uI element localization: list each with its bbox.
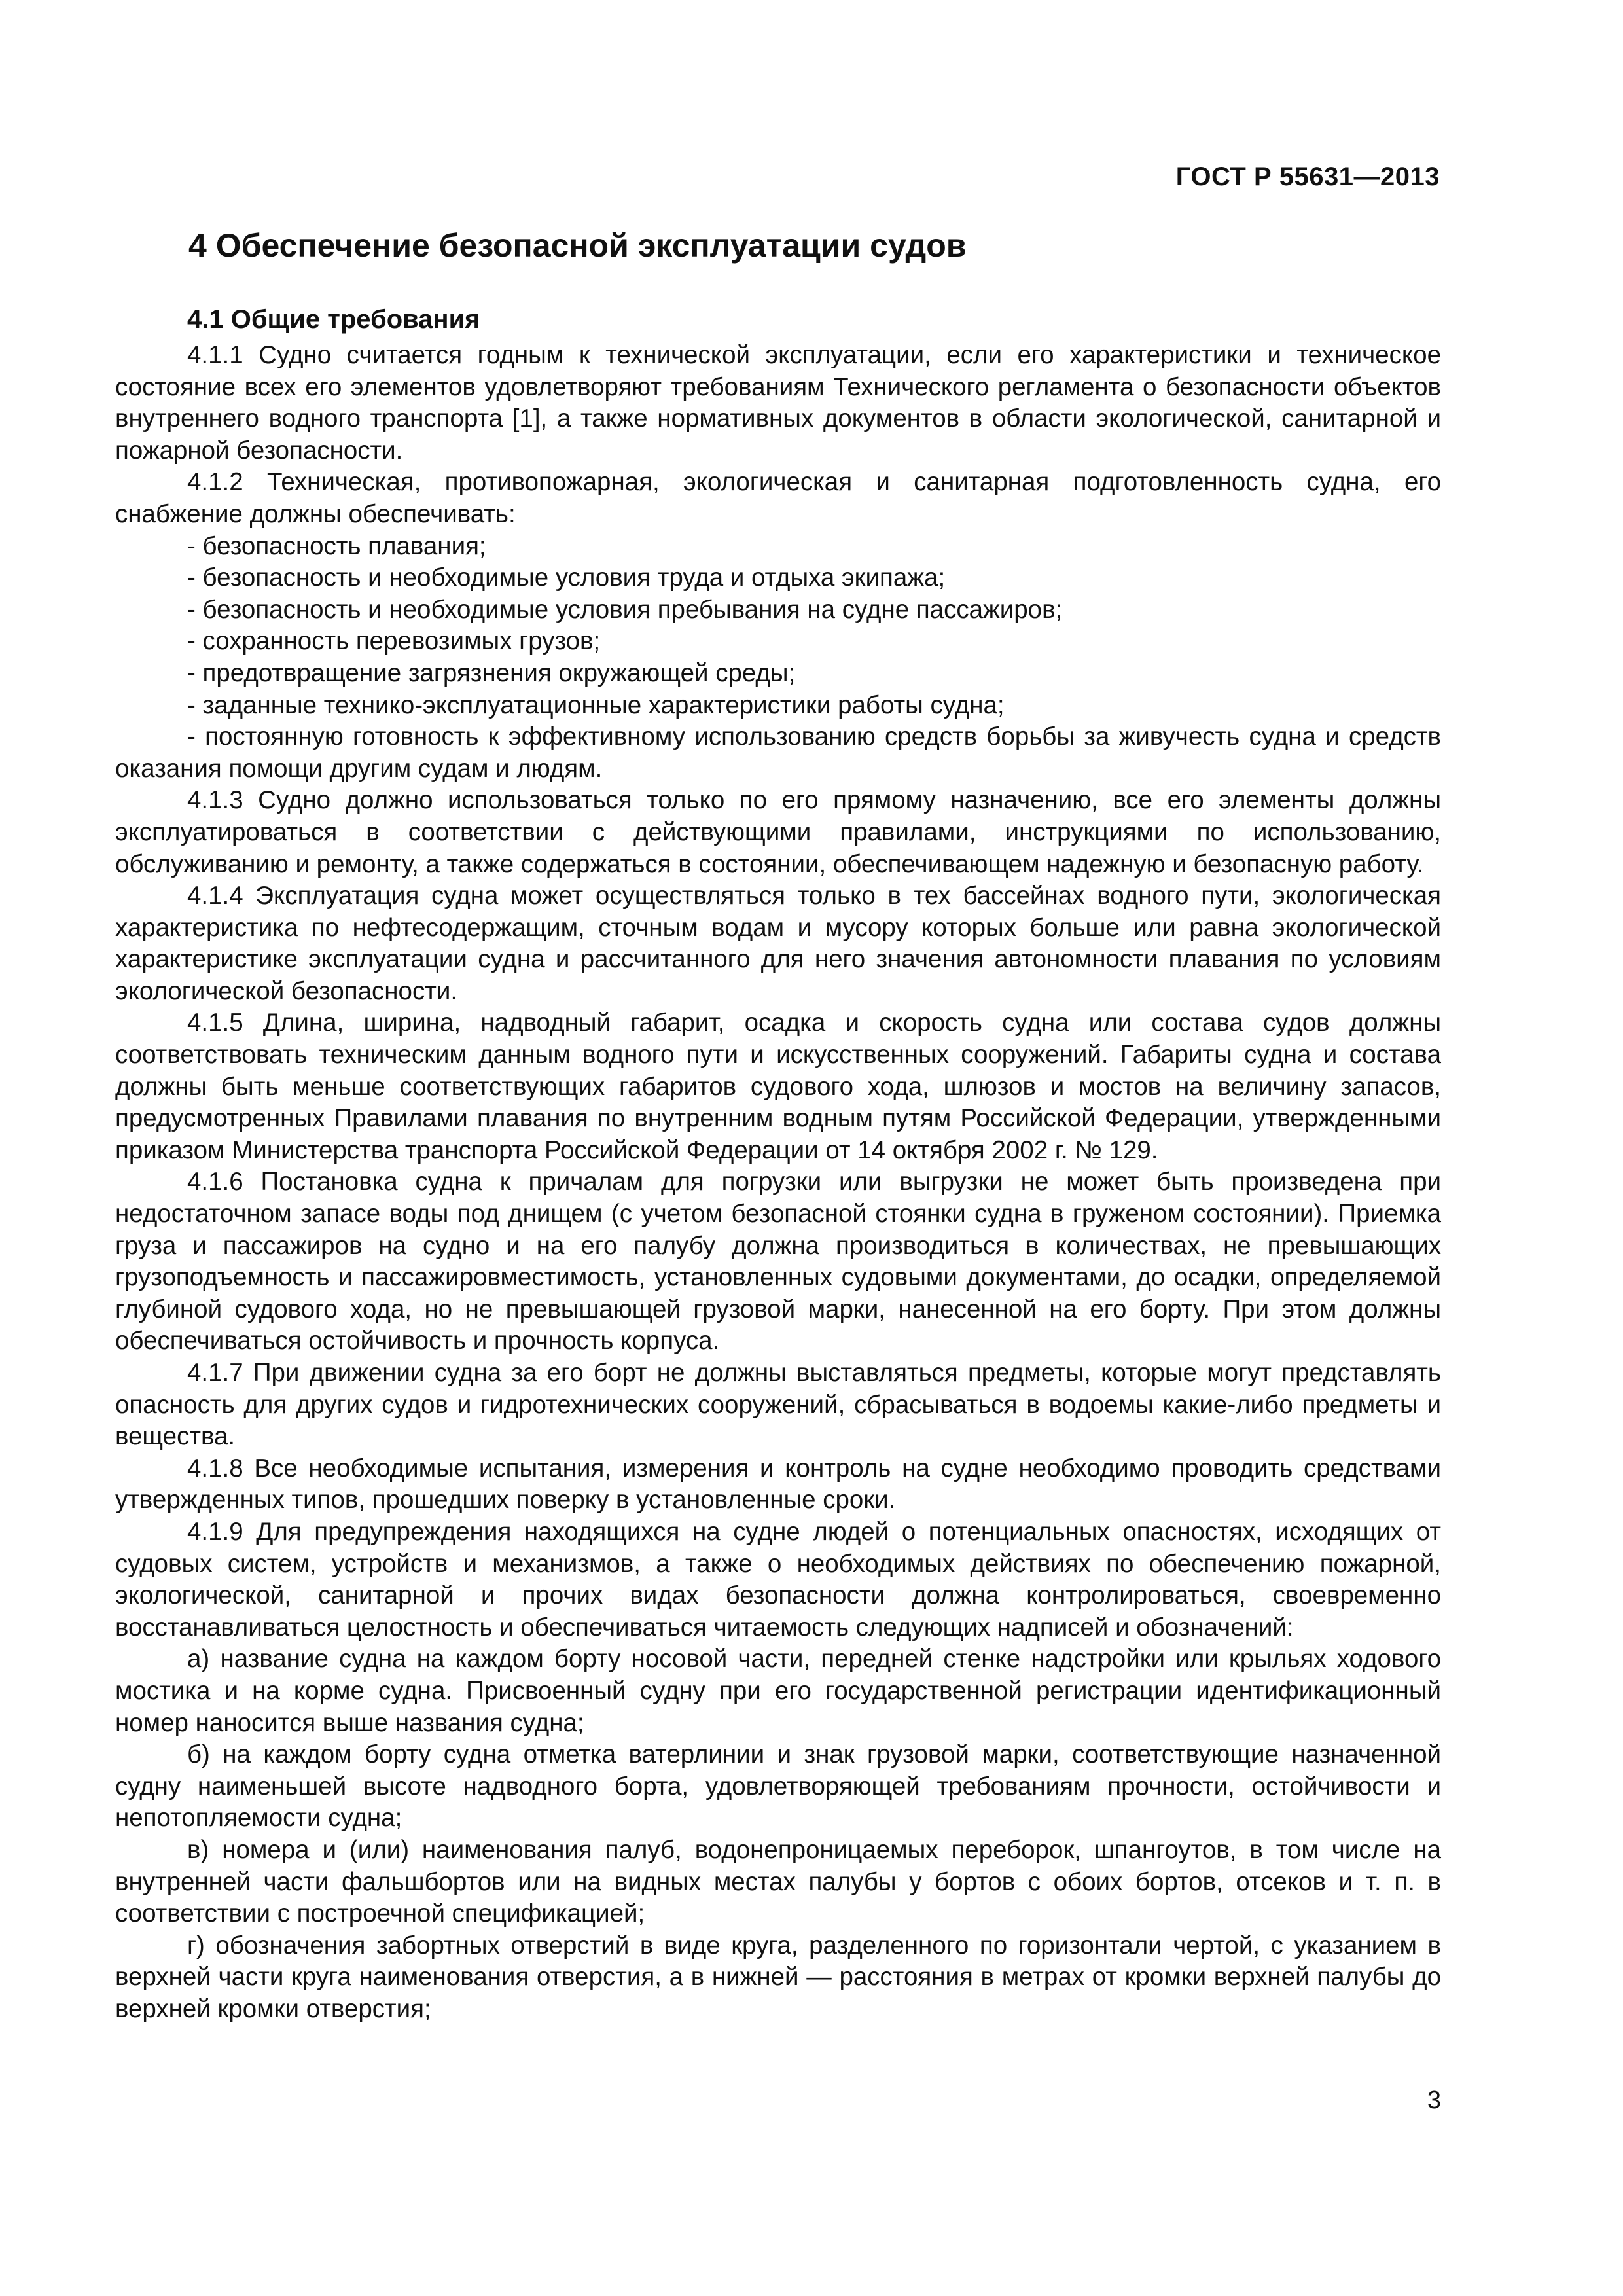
- paragraph-4-1-2: 4.1.2 Техническая, противопожарная, экологическая и санитарная подготовленность судна, его снабжение должны обеспечивать:: [115, 468, 1441, 528]
- list-item: - предотвращение загрязнения окружающей среды;: [187, 658, 796, 687]
- paragraph-4-1-8: 4.1.8 Все необходимые испытания, измерения и контроль на судне необходимо проводить средствами утвержденных типов, прошедших поверку в установленные сроки.: [115, 1454, 1441, 1515]
- paragraph-4-1-6: 4.1.6 Постановка судна к причалам для погрузки или выгрузки не может быть произведена при недостаточном запасе воды под днищем (с учетом безопасной стоянки судна в груженом состоянии). Приемка груза и пассажиров на судно и на его палубу должна производиться в количествах, не превышающих грузоподъемность и пассажировместимость, установленных судовыми документами, до осадки, определяемой глубиной судового хода, но не превышающей грузовой марки, нанесенной на его борту. При этом должны обеспечиваться остойчивость и прочность корпуса.: [115, 1168, 1441, 1355]
- section-title: 4 Обеспечение безопасной эксплуатации судов: [188, 227, 967, 264]
- enum-item-b: б) на каждом борту судна отметка ватерлинии и знак грузовой марки, соответствующие назначенной судну наименьшей высоте надводного борта, удовлетворяющей требованиям прочности, остойчивости и непотопляемости судна;: [115, 1740, 1441, 1833]
- list-item: - заданные технико-эксплуатационные характеристики работы судна;: [187, 691, 1005, 719]
- enum-item-g: г) обозначения забортных отверстий в виде круга, разделенного по горизонтали чертой, с указанием в верхней части круга наименования отверстия, а в нижней — расстояния в метрах от кромки верхней палубы до верхней кромки отверстия;: [115, 1931, 1441, 2023]
- enum-item-v: в) номера и (или) наименования палуб, водонепроницаемых переборок, шпангоутов, в том числе на внутренней части фальшбортов или на видных местах палубы у бортов с обоих бортов, отсеков и т. п. в соответствии с построечной спецификацией;: [115, 1835, 1441, 1928]
- document-body: [115, 226, 1441, 2025]
- paragraph-4-1-1: 4.1.1 Судно считается годным к технической эксплуатации, если его характеристики и техническое состояние всех его элементов удовлетворяют требованиям Технического регламента о безопасности объектов внутреннего водного транспорта [1], а также нормативных документов в области экологической, санитарной и пожарной безопасности.: [115, 341, 1441, 465]
- list-item: - безопасность и необходимые условия труда и отдыха экипажа;: [187, 564, 946, 592]
- document-code: ГОСТ Р 55631—2013: [1175, 162, 1440, 191]
- list-item: - безопасность и необходимые условия пребывания на судне пассажиров;: [187, 595, 1063, 624]
- subsection-title: 4.1 Общие требования: [187, 305, 480, 334]
- list-item: - постоянную готовность к эффективному использованию средств борьбы за живучесть судна и средств оказания помощи другим судам и людям.: [115, 723, 1441, 783]
- page-number: 3: [1427, 2087, 1441, 2114]
- paragraph-4-1-7: 4.1.7 При движении судна за его борт не должны выставляться предметы, которые могут представлять опасность для других судов и гидротехнических сооружений, сбрасываться в водоемы какие-либо предметы и вещества.: [115, 1359, 1441, 1451]
- paragraph-4-1-3: 4.1.3 Судно должно использоваться только по его прямому назначению, все его элементы должны эксплуатироваться в соответствии с действующими правилами, инструкциями по использованию, обслуживанию и ремонту, а также содержаться в состоянии, обеспечивающем надежную и безопасную работу.: [115, 786, 1441, 878]
- enum-item-a: а) название судна на каждом борту носовой части, передней стенке надстройки или крыльях ходового мостика и на корме судна. Присвоенный судну при его государственной регистрации идентификационный номер наносится выше названия судна;: [115, 1645, 1441, 1737]
- list-item: - сохранность перевозимых грузов;: [187, 627, 601, 656]
- paragraph-4-1-9: 4.1.9 Для предупреждения находящихся на судне людей о потенциальных опасностях, исходящих от судовых систем, устройств и механизмов, а также о необходимых действиях по обеспечению пожарной, экологической, санитарной и прочих видах безопасности должна контролироваться, своевременно восстанавливаться целостность и обеспечиваться читаемость следующих надписей и обозначений:: [115, 1517, 1441, 1641]
- list-item: - безопасность плавания;: [187, 531, 486, 560]
- paragraph-4-1-5: 4.1.5 Длина, ширина, надводный габарит, осадка и скорость судна или состава судов должны соответствовать техническим данным водного пути и искусственных сооружений. Габариты судна и состава должны быть меньше соответствующих габаритов судового хода, шлюзов и мостов на величину запасов, предусмотренных Правилами плавания по внутренним водным путям Российской Федерации, утвержденными приказом Министерства транспорта Российской Федерации от 14 октября 2002 г. № 129.: [115, 1009, 1441, 1164]
- paragraph-4-1-4: 4.1.4 Эксплуатация судна может осуществляться только в тех бассейнах водного пути, экологическая характеристика по нефтесодержащим, сточным водам и мусору которых больше или равна экологической характеристике эксплуатации судна и рассчитанного для него значения автономности плавания по условиям экологической безопасности.: [115, 882, 1441, 1005]
